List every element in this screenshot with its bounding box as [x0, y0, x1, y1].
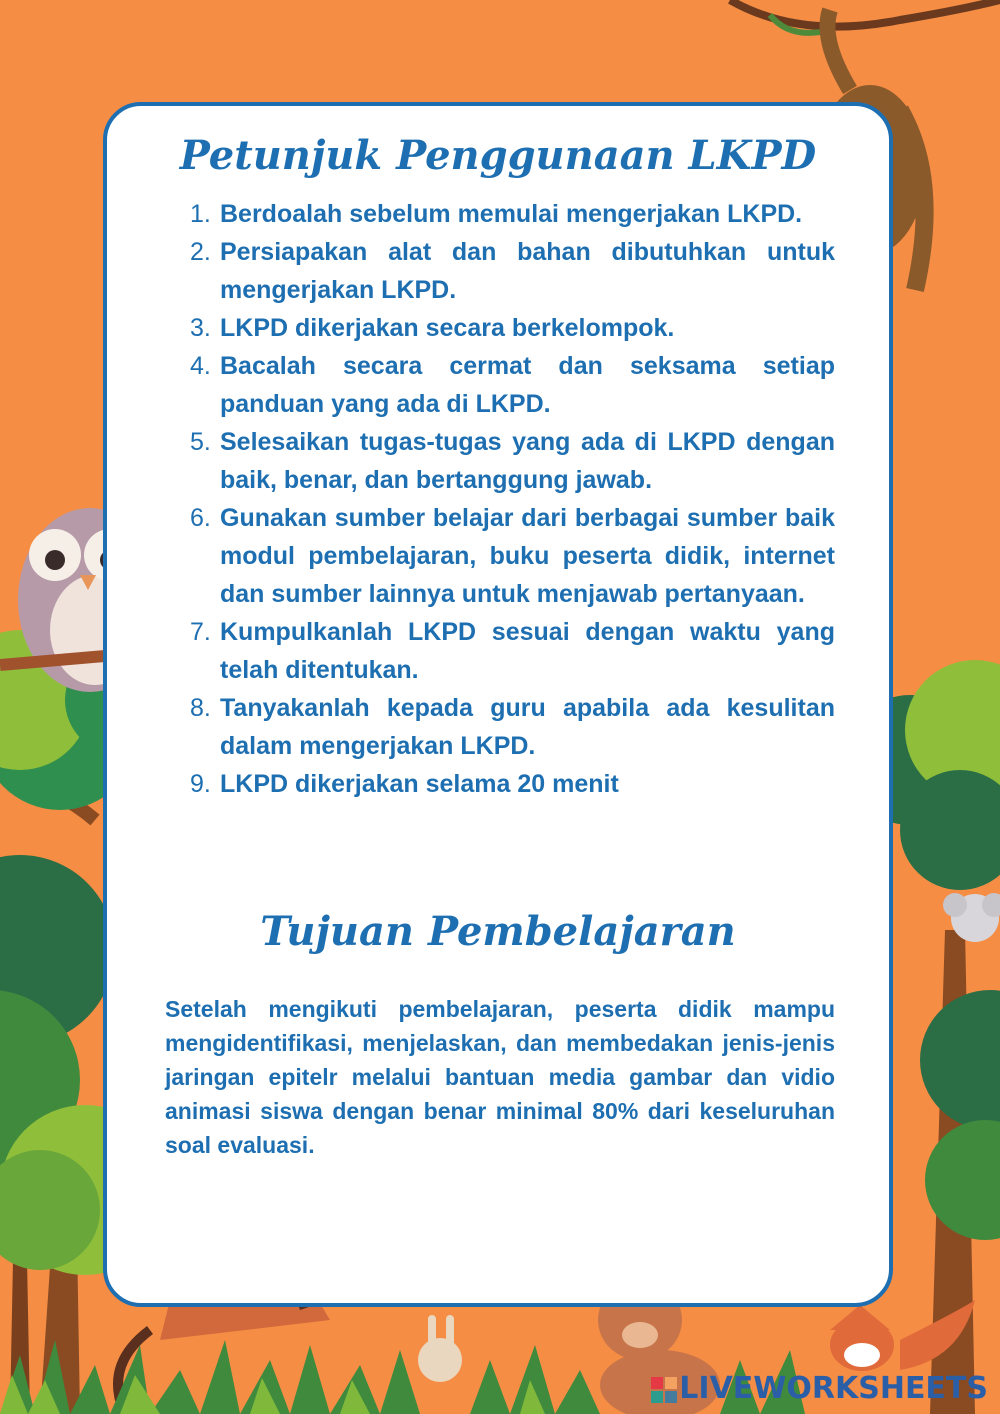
liveworksheets-watermark: [651, 1371, 988, 1406]
list-item: [190, 423, 835, 499]
item-text: Selesaikan tugas-tugas yang ada di LKPD dengan baik, benar, dan bertanggung jawab.: [220, 428, 835, 494]
item-number: 2.: [190, 238, 211, 266]
list-item: [190, 309, 835, 347]
item-number: 4.: [190, 352, 211, 380]
page-title: Petunjuk Penggunaan LKPD: [179, 132, 817, 179]
section-title: Tujuan Pembelajaran: [260, 908, 736, 955]
liveworksheets-logo-icon: [651, 1377, 677, 1403]
learning-objective-text: Setelah mengikuti pembelajaran, peserta didik mampu mengidentifikasi, menjelaskan, dan membedakan jenis-jenis jaringan epitelr melalui bantuan media gambar dan vidio animasi siswa dengan benar minimal 80% dari keseluruhan soal evaluasi.: [165, 996, 835, 1158]
item-text: LKPD dikerjakan secara berkelompok.: [220, 314, 675, 342]
item-text: Bacalah secara cermat dan seksama setiap panduan yang ada di LKPD.: [220, 352, 835, 418]
item-text: Berdoalah sebelum memulai mengerjakan LKPD.: [220, 200, 803, 228]
item-number: 1.: [190, 200, 211, 228]
item-text: Tanyakanlah kepada guru apabila ada kesulitan dalam mengerjakan LKPD.: [220, 694, 835, 760]
list-item: [190, 233, 835, 309]
item-text: LKPD dikerjakan selama 20 menit: [220, 770, 619, 798]
list-item: [190, 195, 835, 233]
item-text: Kumpulkanlah LKPD sesuai dengan waktu yang telah ditentukan.: [220, 618, 835, 684]
item-text: Gunakan sumber belajar dari berbagai sumber baik modul pembelajaran, buku peserta didik, internet dan sumber lainnya untuk menjawab pertanyaan.: [220, 504, 835, 608]
item-number: 8.: [190, 694, 211, 722]
item-number: 3.: [190, 314, 211, 342]
item-number: 6.: [190, 504, 211, 532]
item-number: 7.: [190, 618, 211, 646]
item-number: 9.: [190, 770, 211, 798]
list-item: [190, 765, 835, 803]
watermark-text: LIVEWORKSHEETS: [679, 1371, 988, 1406]
list-item: [190, 613, 835, 689]
list-item: [190, 347, 835, 423]
list-item: [190, 499, 835, 613]
item-text: Persiapakan alat dan bahan dibutuhkan untuk mengerjakan LKPD.: [220, 238, 835, 304]
list-item: [190, 689, 835, 765]
instructions-list: [190, 195, 835, 803]
item-number: 5.: [190, 428, 211, 456]
